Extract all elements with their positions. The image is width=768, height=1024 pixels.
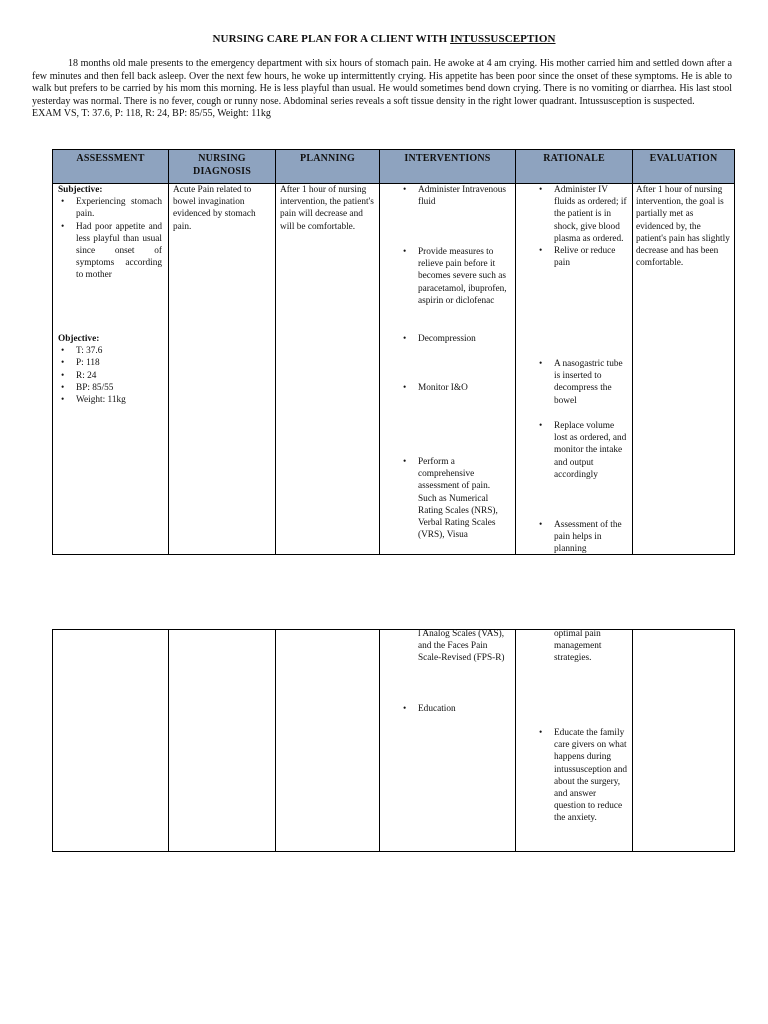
intervention-text: • Administer Intravenous fluid <box>400 184 510 208</box>
rationale-item-5 <box>536 519 628 556</box>
intervention-item-3 <box>400 333 510 345</box>
header-interventions: INTERVENTIONS <box>380 150 516 184</box>
evaluation-cell <box>633 184 735 555</box>
interventions-cell-continued <box>380 630 516 852</box>
objective-item: • P: 118 <box>58 357 162 369</box>
case-description: 18 months old male presents to the emergency department with six hours of stomach pain. He awoke at 4 am crying. His mother carried him and settled down after a few minutes and then fell back asleep. Over the next few hours, he woke up intermittently crying. His appetite has been poor since the onset of these symptoms. He is able to walk but prefers to be carried by his mom this morning. He is less playful than usual. He would sometimes bend down crying. There is no vomiting or diarrhea. His last stool yesterday was normal. There is no fever, cough or runny nose. Abdominal series reveals a soft tissue density in the right lower quadrant. Intussusception is suspected. <box>32 58 732 107</box>
intervention-item-6 <box>400 703 510 715</box>
intervention-item-2 <box>400 246 510 307</box>
objective-label: Objective: <box>58 334 100 344</box>
interventions-cell <box>380 184 516 555</box>
objective-item: • R: 24 <box>58 370 162 382</box>
care-plan-table-page-2 <box>52 629 735 852</box>
rationale-text: • Administer IV fluids as ordered; if the patient is in shock, give blood plasma as ordered. <box>536 184 628 245</box>
care-plan-table-page-1 <box>52 149 735 555</box>
intervention-text: • Monitor I&O <box>400 382 510 394</box>
nursing-diagnosis-text: Acute Pain related to bowel invagination evidenced by stomach pain. <box>173 185 256 232</box>
header-planning: PLANNING <box>276 150 380 184</box>
header-rationale: RATIONALE <box>516 150 633 184</box>
rationale-text: • Relive or reduce pain <box>536 245 628 269</box>
rationale-text: • Assessment of the pain helps in planning <box>536 519 628 556</box>
document-title <box>0 33 768 45</box>
objective-item: • T: 37.6 <box>58 345 162 357</box>
intervention-item-5 <box>400 456 500 541</box>
rationale-item-3 <box>536 358 628 407</box>
assessment-cell-continued <box>53 630 169 852</box>
rationale-text: • Replace volume lost as ordered, and monitor the intake and output accordingly <box>536 420 628 481</box>
table-row <box>53 184 735 555</box>
header-evaluation: EVALUATION <box>633 150 735 184</box>
rationale-item-6 <box>536 727 628 825</box>
rationale-item-1 <box>536 184 628 269</box>
table-row <box>53 630 735 852</box>
planning-cell-continued <box>276 630 380 852</box>
objective-item: • BP: 85/55 <box>58 382 162 394</box>
intervention-text: • Education <box>400 703 510 715</box>
subjective-item: • Experiencing stomach pain. <box>58 196 162 220</box>
diagnosis-cell <box>169 184 276 555</box>
intervention-continued-text: l Analog Scales (VAS), and the Faces Pain Scale-Revised (FPS-R) <box>418 629 505 664</box>
intervention-text: • Decompression <box>400 333 510 345</box>
diagnosis-cell-continued <box>169 630 276 852</box>
exam-vital-signs: EXAM VS, T: 37.6, P: 118, R: 24, BP: 85/55, Weight: 11kg <box>32 108 271 119</box>
planning-cell <box>276 184 380 555</box>
header-nursing-diagnosis <box>169 150 276 184</box>
evaluation-cell-continued <box>633 630 735 852</box>
subjective-label: Subjective: <box>58 185 103 195</box>
case-intro <box>32 58 732 121</box>
rationale-text: • Educate the family care givers on what happens during intussusception and about the surgery, and answer question to reduce the anxiety. <box>536 727 628 825</box>
rationale-cell-continued <box>516 630 633 852</box>
planning-text: After 1 hour of nursing intervention, the patient's pain will decrease and will be comfortable. <box>280 185 374 232</box>
rationale-item-4 <box>536 420 628 481</box>
title-prefix: NURSING CARE PLAN FOR A CLIENT WITH <box>212 33 451 45</box>
intervention-text: • Provide measures to relieve pain before it becomes severe such as paracetamol, ibuprofen, aspirin or diclofenac <box>400 246 510 307</box>
rationale-cell <box>516 184 633 555</box>
rationale-continued-text: optimal pain management strategies. <box>554 629 602 664</box>
header-diagnosis-line2: DIAGNOSIS <box>193 166 251 177</box>
intervention-item-1 <box>400 184 510 208</box>
header-diagnosis-line1: NURSING <box>198 153 246 164</box>
header-assessment: ASSESSMENT <box>53 150 169 184</box>
assessment-cell <box>53 184 169 555</box>
evaluation-text: After 1 hour of nursing intervention, the goal is partially met as evidenced by, the patient's pain has slightly decrease and has been comfortable. <box>636 185 730 269</box>
intervention-item-4 <box>400 382 510 394</box>
rationale-text: • A nasogastric tube is inserted to decompress the bowel <box>536 358 628 407</box>
table-header-row <box>53 150 735 184</box>
intervention-text: • Perform a comprehensive assessment of pain. Such as Numerical Rating Scales (NRS), Verbal Rating Scales (VRS), Visua <box>400 456 500 541</box>
title-condition: INTUSSUSCEPTION <box>450 33 556 45</box>
subjective-item: • Had poor appetite and less playful than usual since onset of symptoms according to mother <box>58 221 162 282</box>
objective-item: • Weight: 11kg <box>58 394 162 406</box>
